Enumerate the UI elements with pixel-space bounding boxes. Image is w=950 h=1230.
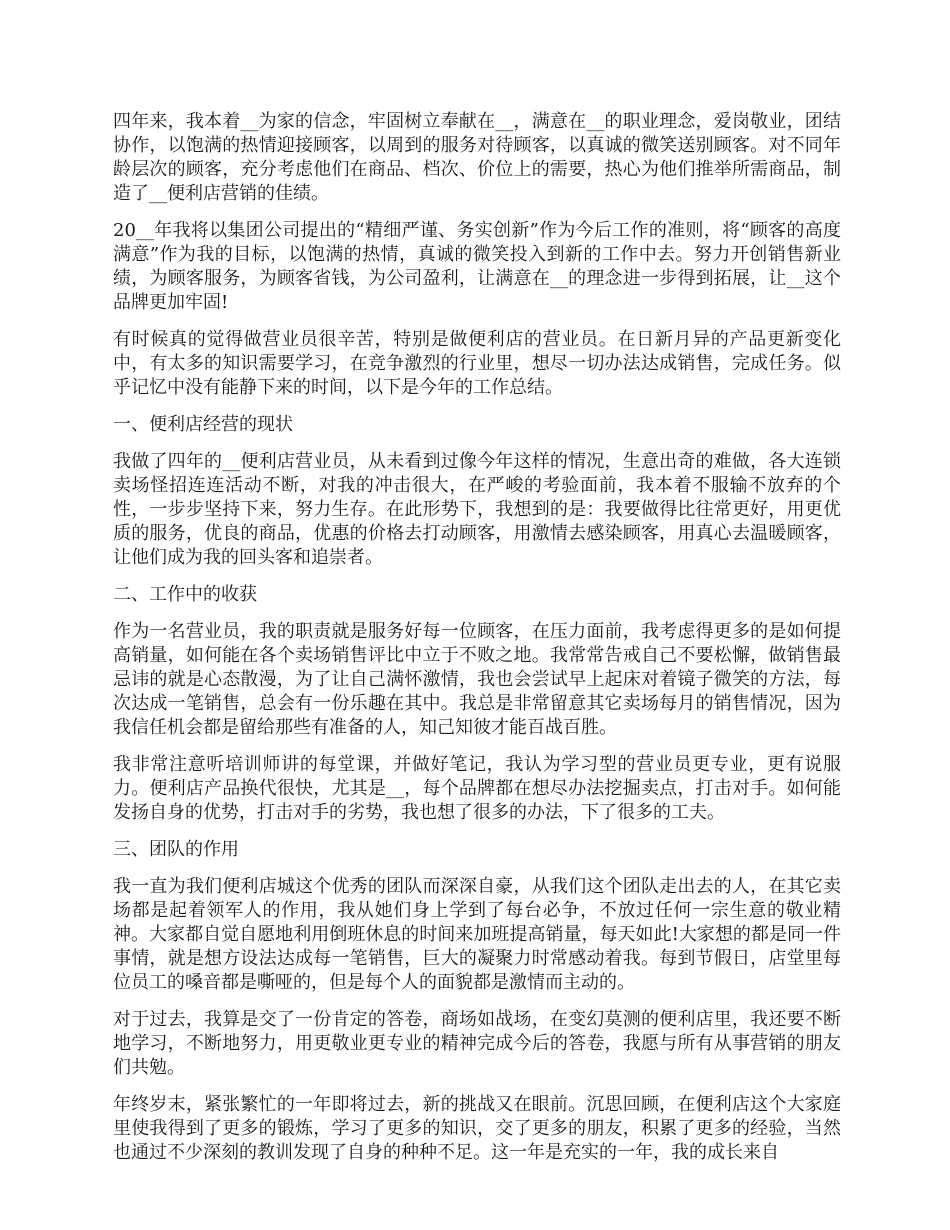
section-heading-status: 一、便利店经营的现状 — [113, 414, 293, 435]
paragraph-gains: 作为一名营业员，我的职责就是服务好每一位顾客，在压力面前，我考虑得更多的是如何提高销量，如何能在各个卖场销售评比中立于不败之地。我常常告戒自己不要松懈，做销售最忌讳的就是心态散漫，为了让自己满怀激情，我也会尝试早上起床对着镜子微笑的方法，每次达成一笔销售，总会有一份乐趣在其中。我总是非常留意其它卖场每月的销售情况，因为我信任机会都是留给那些有准备的人，知己知彼才能百战百胜。 — [113, 621, 841, 738]
section-heading-gains: 二、工作中的收获 — [113, 584, 257, 605]
paragraph-summary-intro: 有时候真的觉得做营业员很辛苦，特别是做便利店的营业员。在日新月异的产品更新变化中，有太多的知识需要学习，在竞争激烈的行业里，想尽一切办法达成销售，完成任务。似乎记忆中没有能静下来的时间，以下是今年的工作总结。 — [113, 329, 841, 398]
paragraph-next-year-plan: 20__年我将以集团公司提出的“精细严谨、务实创新”作为今后工作的准则，将“顾客的高度满意”作为我的目标，以饱满的热情，真诚的微笑投入到新的工作中去。努力开创销售新业绩，为顾客服务，为顾客省钱，为公司盈利，让满意在__的理念进一步得到拓展，让__这个品牌更加牢固! — [113, 220, 841, 313]
section-heading-team: 三、团队的作用 — [113, 839, 239, 860]
paragraph-training: 我非常注意听培训师讲的每堂课，并做好笔记，我认为学习型的营业员更专业，更有说服力。便利店产品换代很快，尤其是__，每个品牌都在想尽办法挖掘卖点，打击对手。如何能发扬自身的优势，打击对手的劣势，我也想了很多的办法，下了很多的工夫。 — [113, 754, 841, 823]
paragraph-review: 对于过去，我算是交了一份肯定的答卷，商场如战场，在变幻莫测的便利店里，我还要不断地学习，不断地努力，用更敬业更专业的精神完成今后的答卷，我愿与所有从事营销的朋友们共勉。 — [113, 1009, 841, 1078]
paragraph-year-end: 年终岁末，紧张繁忙的一年即将过去，新的挑战又在眼前。沉思回顾，在便利店这个大家庭里使我得到了更多的锻炼，学习了更多的知识，交了更多的朋友，积累了更多的经验，当然也通过不少深刻的教训发现了自身的种种不足。这一年是充实的一年，我的成长来自 — [113, 1094, 841, 1163]
paragraph-team: 我一直为我们便利店城这个优秀的团队而深深自豪，从我们这个团队走出去的人，在其它卖场都是起着领军人的作用，我从她们身上学到了每台必争，不放过任何一宗生意的敬业精神。大家都自觉自愿地利用倒班休息的时间来加班提高销量，每天如此!大家想的都是同一件事情，就是想方设法达成每一笔销售，巨大的凝聚力时常感动着我。每到节假日，店堂里每位员工的嗓音都是嘶哑的，但是每个人的面貌都是激情而主动的。 — [113, 876, 841, 993]
paragraph-intro: 四年来，我本着__为家的信念，牢固树立奉献在__，满意在__的职业理念，爱岗敬业，团结协作，以饱满的热情迎接顾客，以周到的服务对待顾客，以真诚的微笑送别顾客。对不同年龄层次的顾客，充分考虑他们在商品、档次、价位上的需要，热心为他们推举所需商品，制造了__便利店营销的佳绩。 — [113, 111, 841, 204]
paragraph-status: 我做了四年的__便利店营业员，从未看到过像今年这样的情况，生意出奇的难做，各大连锁卖场怪招连连活动不断，对我的冲击很大，在严峻的考验面前，我本着不服输不放弃的个性，一步步坚持下来，努力生存。在此形势下，我想到的是：我要做得比往常更好，用更优质的服务，优良的商品，优惠的价格去打动顾客，用激情去感染顾客，用真心去温暖顾客，让他们成为我的回头客和追崇者。 — [113, 451, 841, 568]
document-page — [113, 110, 841, 1178]
